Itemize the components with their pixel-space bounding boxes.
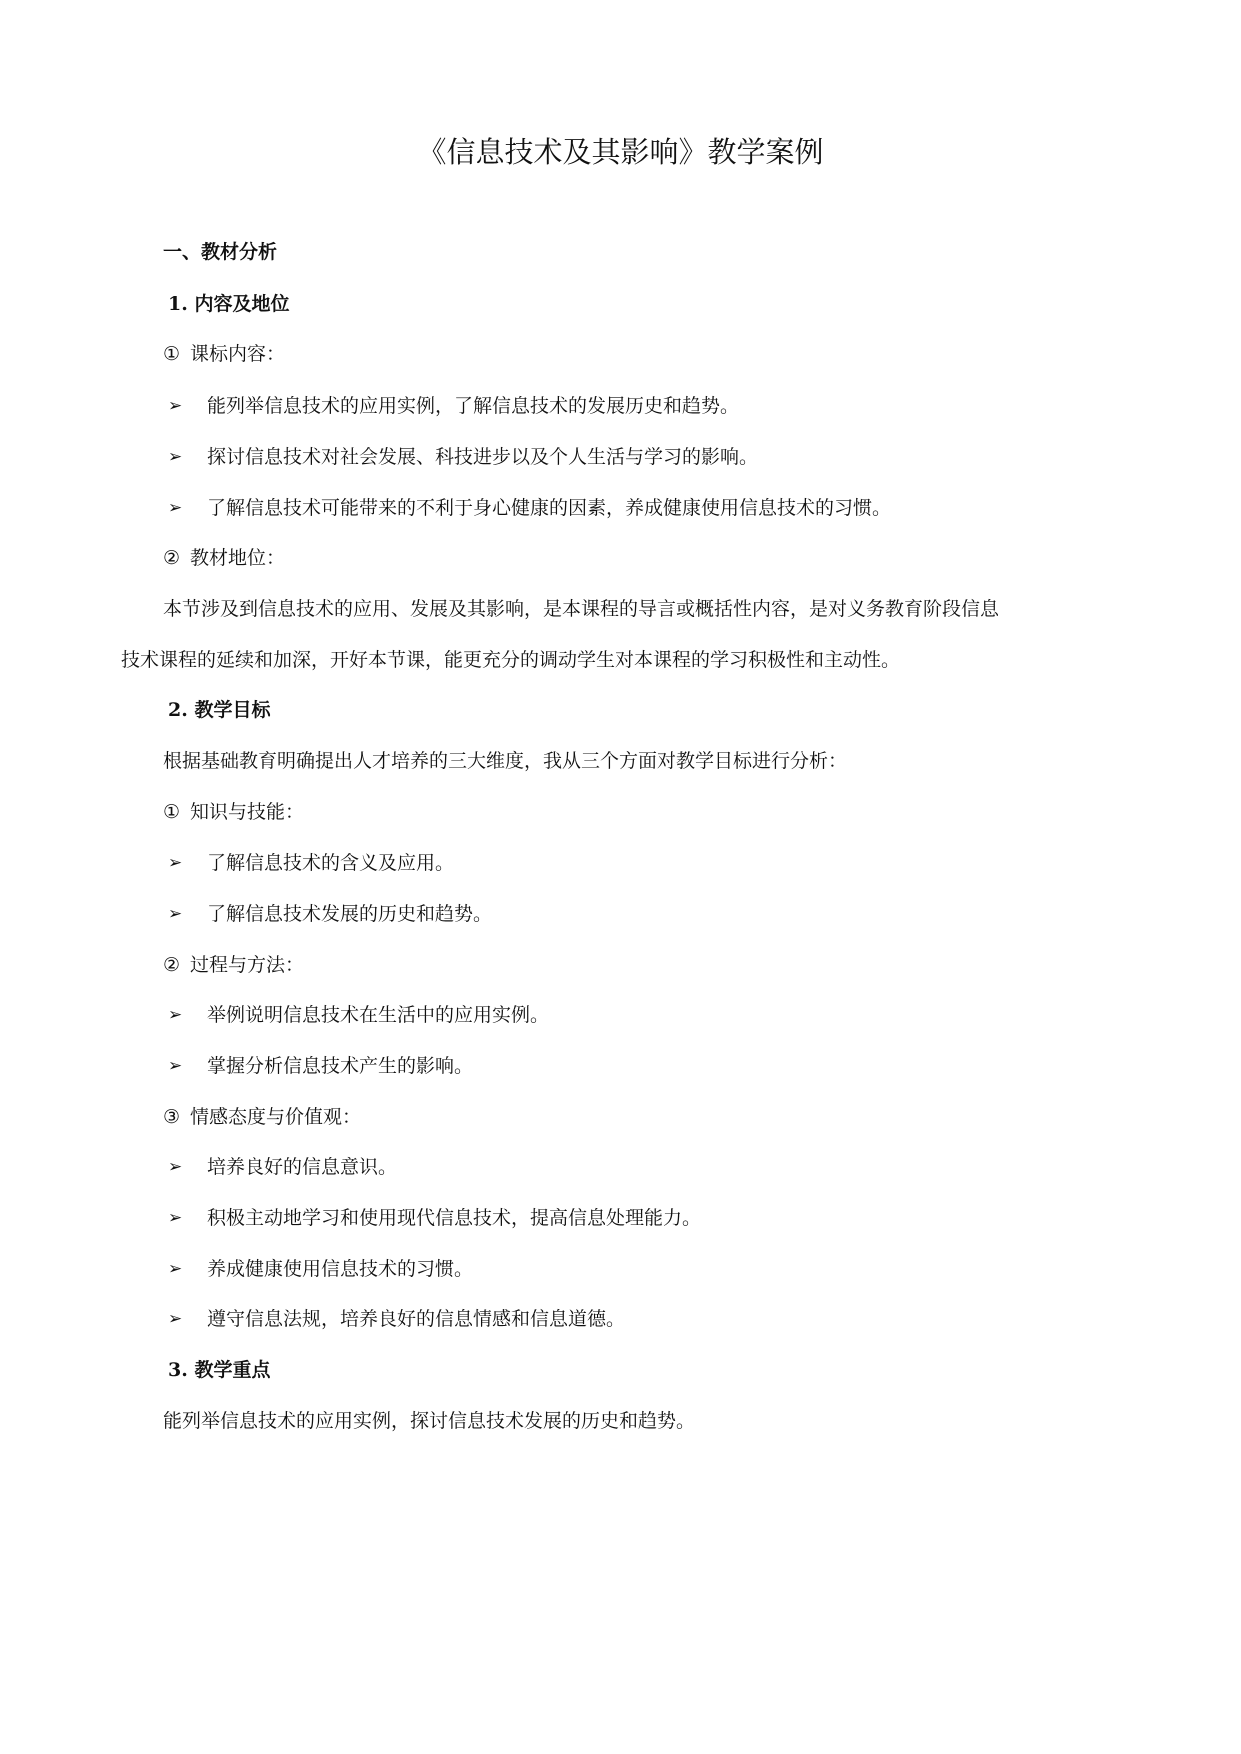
item-label: 课标内容：	[190, 343, 286, 365]
subheading-teaching-goals: 2. 教学目标	[168, 699, 271, 721]
bullet-text: 能列举信息技术的应用实例，了解信息技术的发展历史和趋势。	[207, 395, 740, 417]
item-textbook-position	[163, 544, 285, 572]
bullet-arrow-icon: ➢	[168, 904, 183, 924]
bullet-text: 举例说明信息技术在生活中的应用实例。	[207, 1004, 550, 1026]
subheading-teaching-focus: 3. 教学重点	[168, 1359, 271, 1381]
circled-number-3: ③	[163, 1106, 181, 1128]
bullet-arrow-icon: ➢	[168, 1208, 183, 1228]
item-label: 教材地位：	[190, 547, 286, 569]
circled-number-1: ①	[163, 801, 181, 823]
bullet-arrow-icon: ➢	[168, 498, 183, 518]
paragraph: 根据基础教育明确提出人才培养的三大维度，我从三个方面对教学目标进行分析：	[163, 750, 848, 772]
section-heading-textbook-analysis: 一、教材分析	[163, 241, 278, 263]
circled-number-1: ①	[163, 343, 181, 365]
bullet-arrow-icon: ➢	[168, 853, 183, 873]
bullet-arrow-icon: ➢	[168, 447, 183, 467]
paragraph-line: 本节涉及到信息技术的应用、发展及其影响，是本课程的导言或概括性内容，是对义务教育阶段信息	[163, 598, 1000, 620]
goal-label: 知识与技能：	[190, 801, 305, 823]
document-title: 《信息技术及其影响》教学案例	[417, 135, 824, 169]
bullet-arrow-icon: ➢	[168, 1309, 183, 1329]
bullet-arrow-icon: ➢	[168, 1005, 183, 1025]
bullet-text: 了解信息技术的含义及应用。	[207, 852, 455, 874]
bullet-arrow-icon: ➢	[168, 1259, 183, 1279]
bullet-text: 养成健康使用信息技术的习惯。	[207, 1258, 474, 1280]
circled-number-2: ②	[163, 954, 181, 976]
circled-number-2: ②	[163, 547, 181, 569]
bullet-text: 探讨信息技术对社会发展、科技进步以及个人生活与学习的影响。	[207, 446, 759, 468]
bullet-arrow-icon: ➢	[168, 1056, 183, 1076]
bullet-arrow-icon: ➢	[168, 396, 183, 416]
subheading-content-position: 1. 内容及地位	[168, 293, 290, 315]
item-curriculum-content	[163, 340, 285, 368]
bullet-text: 了解信息技术发展的历史和趋势。	[207, 903, 493, 925]
goal-process-methods	[163, 951, 304, 979]
goal-knowledge-skills	[163, 798, 304, 826]
goal-label: 过程与方法：	[190, 954, 305, 976]
paragraph: 能列举信息技术的应用实例，探讨信息技术发展的历史和趋势。	[163, 1410, 696, 1432]
goal-label: 情感态度与价值观：	[190, 1106, 362, 1128]
bullet-arrow-icon: ➢	[168, 1157, 183, 1177]
bullet-text: 了解信息技术可能带来的不利于身心健康的因素，养成健康使用信息技术的习惯。	[207, 497, 892, 519]
bullet-text: 掌握分析信息技术产生的影响。	[207, 1055, 474, 1077]
bullet-text: 遵守信息法规，培养良好的信息情感和信息道德。	[207, 1308, 626, 1330]
bullet-text: 培养良好的信息意识。	[207, 1156, 398, 1178]
paragraph-line: 技术课程的延续和加深，开好本节课，能更充分的调动学生对本课程的学习积极性和主动性。	[121, 649, 901, 671]
goal-emotion-attitude-values	[163, 1103, 361, 1131]
bullet-text: 积极主动地学习和使用现代信息技术，提高信息处理能力。	[207, 1207, 702, 1229]
